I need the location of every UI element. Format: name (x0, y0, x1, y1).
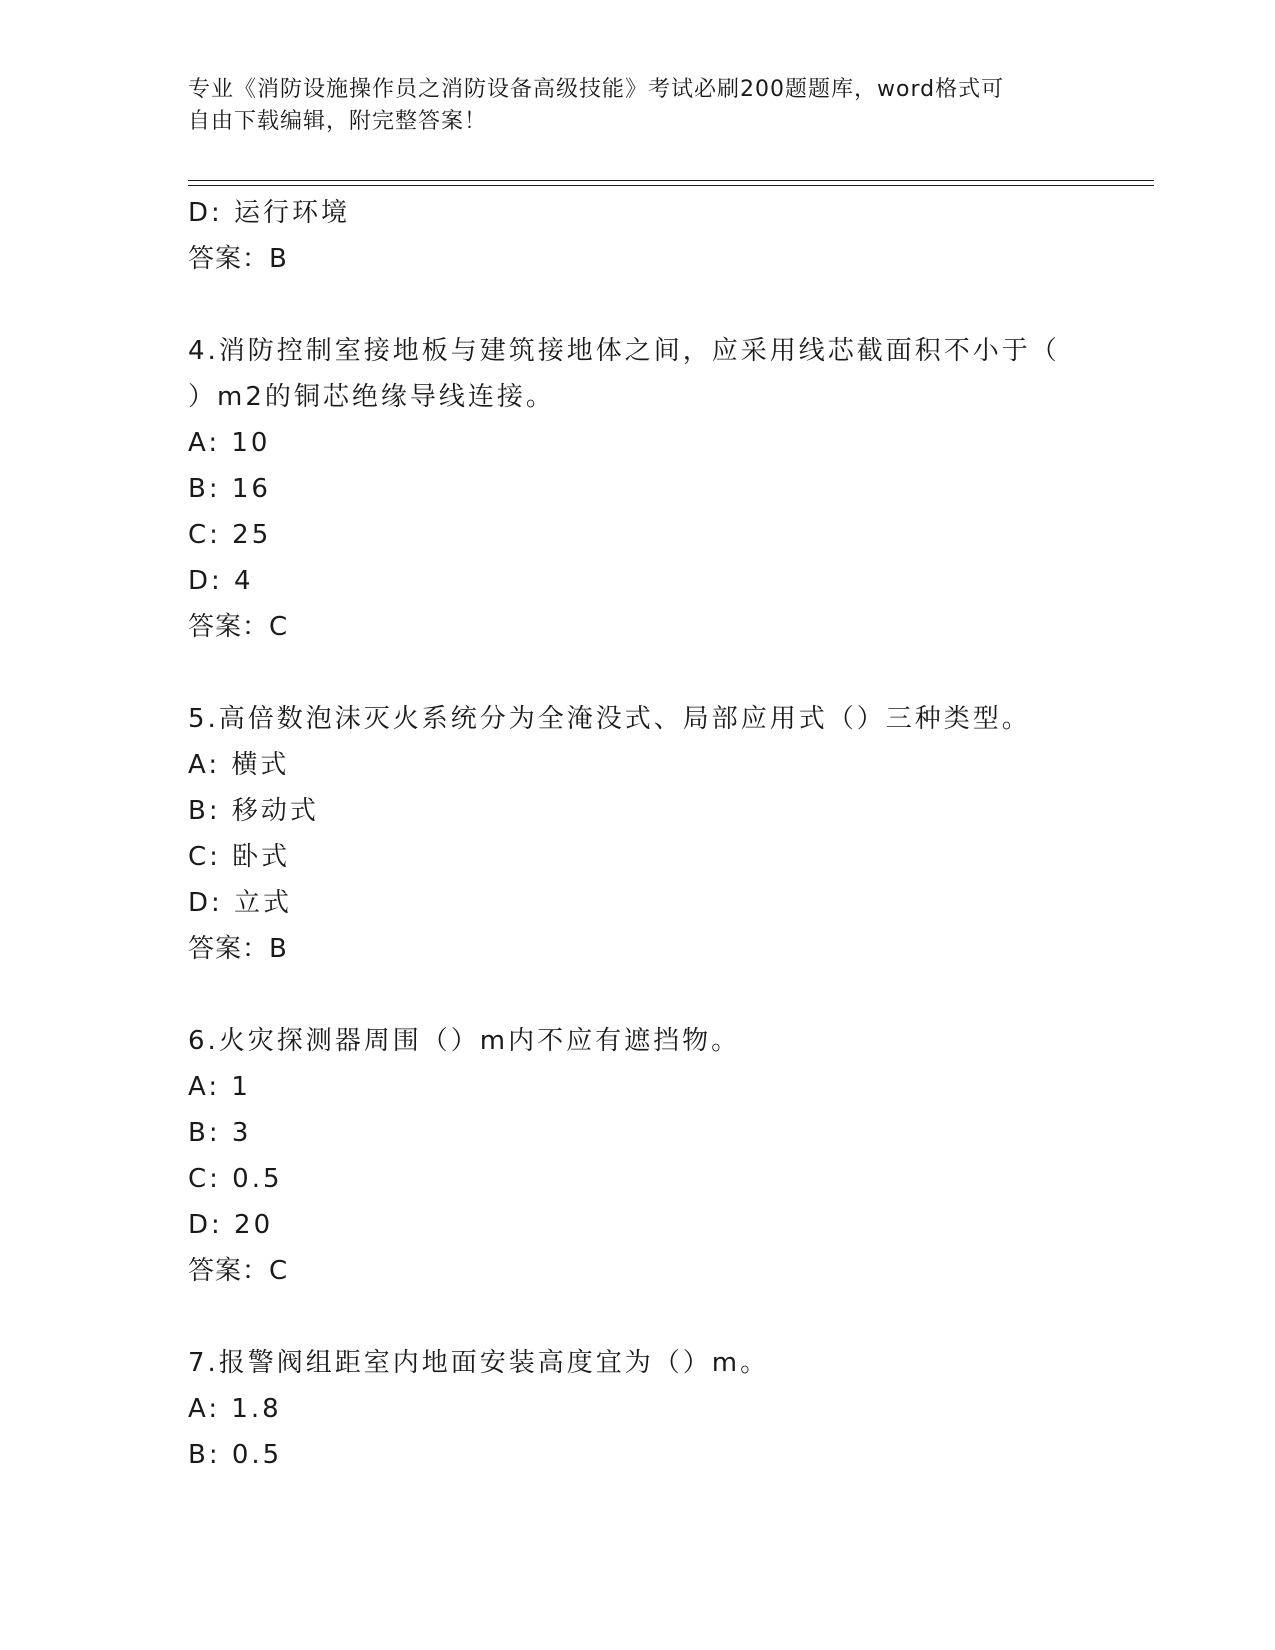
option-c: C: 卧式 (188, 842, 291, 872)
option-b: B: 16 (188, 474, 271, 504)
spacer (188, 650, 1088, 696)
option-c: C: 25 (188, 520, 272, 550)
spacer (188, 972, 1088, 1018)
option-c: C: 0.5 (188, 1164, 283, 1194)
option-a: A: 1 (188, 1072, 251, 1102)
header-divider-top (188, 180, 1154, 181)
option-d: D: 20 (188, 1210, 274, 1240)
question-stem-continued: ）m2的铜芯绝缘导线连接。 (188, 382, 555, 412)
header-title-line-1: 专业《消防设施操作员之消防设备高级技能》考试必刷200题题库，word格式可 (188, 77, 1005, 102)
question-stem: 4.消防控制室接地板与建筑接地体之间，应采用线芯截面积不小于（ (188, 336, 1060, 366)
option-b: B: 3 (188, 1118, 252, 1148)
header-divider-bottom (188, 185, 1154, 186)
option-d: D: 运行环境 (188, 198, 351, 228)
question-6 (188, 1018, 1088, 1294)
option-a: A: 横式 (188, 750, 290, 780)
answer-line: 答案：B (188, 934, 288, 964)
question-stem: 7.报警阀组距室内地面安装高度宜为（）m。 (188, 1348, 770, 1378)
header-title-line-2: 自由下载编辑，附完整答案！ (188, 109, 488, 134)
answer-line: 答案：C (188, 612, 289, 642)
option-d: D: 立式 (188, 888, 293, 918)
question-stem: 6.火灾探测器周围（）m内不应有遮挡物。 (188, 1026, 741, 1056)
option-a: A: 1.8 (188, 1394, 282, 1424)
option-b: B: 移动式 (188, 796, 319, 826)
question-4 (188, 328, 1088, 650)
question-3-tail (188, 190, 1088, 282)
option-d: D: 4 (188, 566, 254, 596)
question-5 (188, 696, 1088, 972)
question-list (188, 190, 1088, 1478)
question-7 (188, 1340, 1088, 1478)
question-stem: 5.高倍数泡沫灭火系统分为全淹没式、局部应用式（）三种类型。 (188, 704, 1031, 734)
document-header (188, 74, 1088, 138)
answer-line: 答案：B (188, 244, 288, 274)
option-a: A: 10 (188, 428, 271, 458)
option-b: B: 0.5 (188, 1440, 283, 1470)
answer-line: 答案：C (188, 1256, 289, 1286)
spacer (188, 1294, 1088, 1340)
spacer (188, 282, 1088, 328)
